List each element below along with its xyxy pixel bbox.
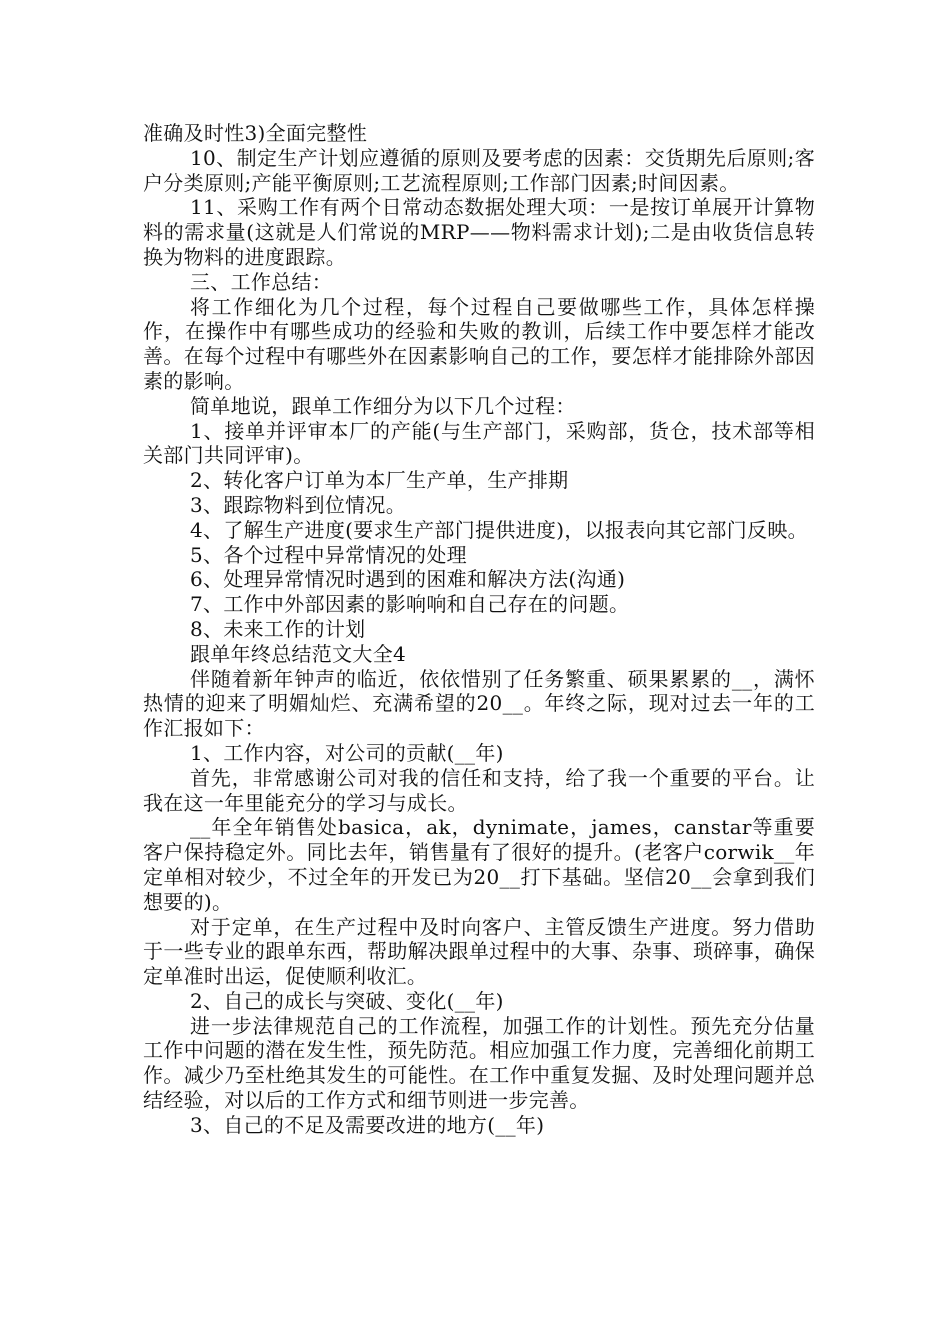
- paragraph: 首先，非常感谢公司对我的信任和支持，给了我一个重要的平台。让我在这一年里能充分的学习与成长。: [143, 765, 815, 815]
- paragraph: 伴随着新年钟声的临近，依依惜别了任务繁重、硕果累累的__，满怀热情的迎来了明媚灿烂、充满希望的20__。年终之际，现对过去一年的工作汇报如下：: [143, 666, 815, 741]
- paragraph: 三、工作总结：: [190, 269, 333, 294]
- paragraph: 跟单年终总结范文大全4: [190, 641, 407, 666]
- paragraph: 对于定单，在生产过程中及时向客户、主管反馈生产进度。努力借助于一些专业的跟单东西，帮助解决跟单过程中的大事、杂事、琐碎事，确保定单准时出运，促使顺利收汇。: [143, 914, 815, 989]
- paragraph: 3、跟踪物料到位情况。: [190, 492, 407, 517]
- paragraph: 10、制定生产计划应遵循的原则及要考虑的因素：交货期先后原则;客户分类原则;产能平衡原则;工艺流程原则;工作部门因素;时间因素。: [143, 145, 815, 195]
- paragraph: 进一步法律规范自己的工作流程，加强工作的计划性。预先充分估量工作中问题的潜在发生性，预先防范。相应加强工作力度，完善细化前期工作。减少乃至杜绝其发生的可能性。在工作中重复发掘、及时处理问题并总结经验，对以后的工作方式和细节则进一步完善。: [143, 1013, 815, 1113]
- paragraph: 7、工作中外部因素的影响响和自己存在的问题。: [190, 592, 630, 617]
- paragraph: 6、处理异常情况时遇到的困难和解决方法(沟通): [190, 567, 626, 592]
- paragraph: 3、自己的不足及需要改进的地方(__年): [190, 1112, 545, 1137]
- paragraph: 5、各个过程中异常情况的处理: [190, 542, 467, 567]
- paragraph: __年全年销售处basica，ak，dynimate，james，canstar等重要客户保持稳定外。同比去年，销售量有了很好的提升。(老客户corwik__年定单相对较少，不过全年的开发已为20__打下基础。坚信20__会拿到我们想要的)。: [143, 815, 815, 914]
- paragraph: 1、接单并评审本厂的产能(与生产部门，采购部，货仓，技术部等相关部门共同评审)。: [143, 418, 815, 468]
- paragraph: 11、采购工作有两个日常动态数据处理大项：一是按订单展开计算物料的需求量(这就是人们常说的MRP——物料需求计划);二是由收货信息转换为物料的进度跟踪。: [143, 195, 815, 269]
- paragraph: 准确及时性3)全面完整性: [143, 121, 368, 145]
- paragraph: 2、转化客户订单为本厂生产单，生产排期: [190, 468, 569, 493]
- paragraph: 2、自己的成长与突破、变化(__年): [190, 988, 504, 1013]
- paragraph: 将工作细化为几个过程，每个过程自己要做哪些工作，具体怎样操作，在操作中有哪些成功的经验和失败的教训，后续工作中要怎样才能改善。在每个过程中有哪些外在因素影响自己的工作，要怎样才能排除外部因素的影响。: [143, 294, 815, 393]
- paragraph: 简单地说，跟单工作细分为以下几个过程：: [190, 393, 576, 418]
- paragraph: 1、工作内容，对公司的贡献(__年): [190, 740, 504, 765]
- document-body: [143, 121, 815, 1138]
- paragraph: 4、了解生产进度(要求生产部门提供进度)，以报表向其它部门反映。: [190, 517, 808, 542]
- paragraph: 8、未来工作的计划: [190, 616, 366, 641]
